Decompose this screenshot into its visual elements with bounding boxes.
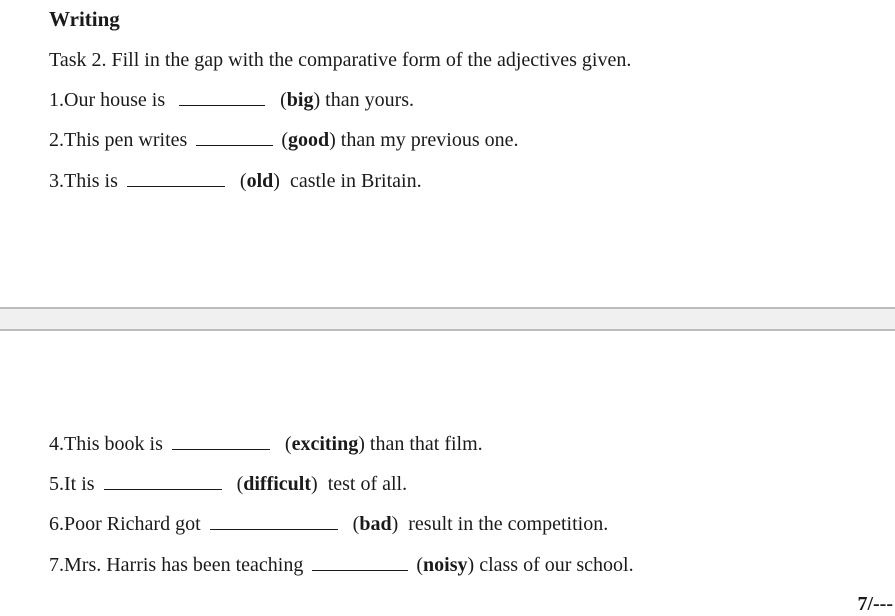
exercise-item-4: 4.This book is (exciting) than that film. xyxy=(49,433,483,455)
item-7-blank[interactable] xyxy=(312,555,408,571)
item-2-rest: than my previous one. xyxy=(335,129,519,151)
item-7-text: 7.Mrs. Harris has been teaching xyxy=(49,554,304,576)
item-1-adjective: big xyxy=(286,89,314,111)
item-1-text: 1.Our house is xyxy=(49,89,166,111)
exercise-item-5: 5.It is (difficult) test of all. xyxy=(49,473,408,495)
item-7-adjective: noisy xyxy=(423,554,468,576)
item-3-rest: castle in Britain. xyxy=(279,170,422,192)
task-instruction: Task 2. Fill in the gap with the comparative form of the adjectives given. xyxy=(49,49,632,71)
item-2-blank[interactable] xyxy=(196,130,273,146)
item-2-adjective: good xyxy=(287,129,330,151)
item-2-text: 2.This pen writes xyxy=(49,129,188,151)
exercise-item-1: 1.Our house is (big) than yours. xyxy=(49,89,415,111)
page-number: 7/--- xyxy=(857,593,893,615)
exercise-item-7: 7.Mrs. Harris has been teaching (noisy) class of our school. xyxy=(49,554,634,576)
item-3-blank[interactable] xyxy=(127,171,225,187)
section-heading: Writing xyxy=(49,7,120,31)
item-3-text: 3.This is xyxy=(49,170,118,192)
item-4-text: 4.This book is xyxy=(49,433,163,455)
exercise-item-3: 3.This is (old) castle in Britain. xyxy=(49,170,422,192)
exercise-item-6: 6.Poor Richard got (bad) result in the competition. xyxy=(49,513,609,535)
item-6-rest: result in the competition. xyxy=(398,513,609,535)
item-1-rest: than yours. xyxy=(320,89,415,111)
item-4-adjective: exciting xyxy=(291,433,359,455)
item-4-rest: than that film. xyxy=(364,433,483,455)
exercise-item-2: 2.This pen writes (good) than my previous one. xyxy=(49,129,519,151)
item-6-blank[interactable] xyxy=(210,514,338,530)
item-6-adjective: bad xyxy=(359,513,392,535)
item-1-blank[interactable] xyxy=(179,90,265,106)
item-5-rest: test of all. xyxy=(317,473,408,495)
item-5-text: 5.It is xyxy=(49,473,95,495)
item-6-text: 6.Poor Richard got xyxy=(49,513,201,535)
item-5-blank[interactable] xyxy=(104,474,222,490)
item-4-blank[interactable] xyxy=(172,434,270,450)
item-3-adjective: old xyxy=(246,170,274,192)
page-divider xyxy=(0,307,895,331)
item-5-adjective: difficult xyxy=(243,473,312,495)
item-7-rest: class of our school. xyxy=(474,554,634,576)
